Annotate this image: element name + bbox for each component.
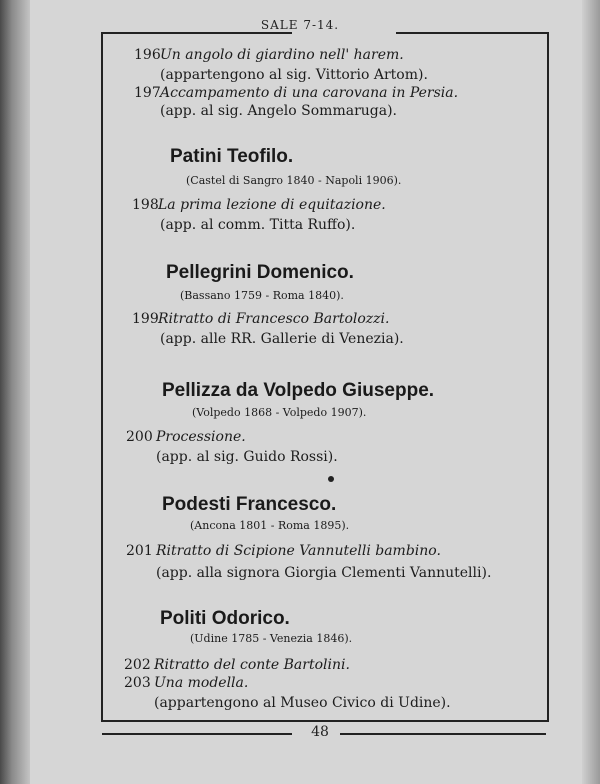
catalog-entry: 201 Ritratto di Scipione Vannutelli bambino. xyxy=(126,543,441,559)
entry-title: Ritratto di Scipione Vannutelli bambino. xyxy=(156,543,441,559)
book-spine xyxy=(0,0,30,784)
entry-note: (appartengono al Museo Civico di Udine). xyxy=(154,695,451,711)
page-number: 48 xyxy=(311,724,329,740)
artist-dates: (Udine 1785 - Venezia 1846). xyxy=(190,632,353,645)
entry-title: La prima lezione di equitazione. xyxy=(158,197,386,213)
page-header: SALE 7-14. xyxy=(260,18,340,32)
entry-title: Un angolo di giardino nell' harem. xyxy=(160,47,404,63)
footer-rule-right xyxy=(340,733,546,735)
catalog-entry: 203 Una modella. xyxy=(124,675,249,691)
catalog-entry: 202 Ritratto del conte Bartolini. xyxy=(124,657,350,673)
footer-rule-left xyxy=(102,733,292,735)
artist-name: Patini Teofilo. xyxy=(170,146,294,167)
entry-note: (app. al sig. Guido Rossi). xyxy=(156,449,338,465)
artist-dates: (Ancona 1801 - Roma 1895). xyxy=(190,519,350,532)
artist-dates: (Castel di Sangro 1840 - Napoli 1906). xyxy=(186,174,402,187)
entry-title: Ritratto di Francesco Bartolozzi. xyxy=(158,311,390,327)
entry-title: Ritratto del conte Bartolini. xyxy=(154,657,350,673)
catalog-entry: 198La prima lezione di equitazione. xyxy=(132,197,386,213)
artist-name: Pellizza da Volpedo Giuseppe. xyxy=(162,380,435,401)
entry-note: (app. alla signora Giorgia Clementi Vannutelli). xyxy=(156,565,492,581)
artist-name: Pellegrini Domenico. xyxy=(166,262,354,283)
artist-name: Politi Odorico. xyxy=(160,608,290,629)
catalog-entry: 200 Processione. xyxy=(126,429,246,445)
catalog-entry: 196Un angolo di giardino nell' harem. xyxy=(134,47,404,63)
entry-title: Processione. xyxy=(156,429,246,445)
catalog-entry: 199Ritratto di Francesco Bartolozzi. xyxy=(132,311,390,327)
artist-dates: (Bassano 1759 - Roma 1840). xyxy=(180,289,344,302)
ink-dot xyxy=(328,476,334,482)
entry-note: (appartengono al sig. Vittorio Artom). xyxy=(160,67,428,83)
entry-note: (app. alle RR. Gallerie di Venezia). xyxy=(160,331,404,347)
entry-title: Una modella. xyxy=(154,675,249,691)
artist-dates: (Volpedo 1868 - Volpedo 1907). xyxy=(192,406,367,419)
page-edge xyxy=(582,0,600,784)
entry-title: Accampamento di una carovana in Persia. xyxy=(160,85,459,101)
catalog-entry: 197Accampamento di una carovana in Persia. xyxy=(134,85,459,101)
entry-note: (app. al comm. Titta Ruffo). xyxy=(160,217,356,233)
entry-note: (app. al sig. Angelo Sommaruga). xyxy=(160,103,398,119)
artist-name: Podesti Francesco. xyxy=(162,494,337,515)
